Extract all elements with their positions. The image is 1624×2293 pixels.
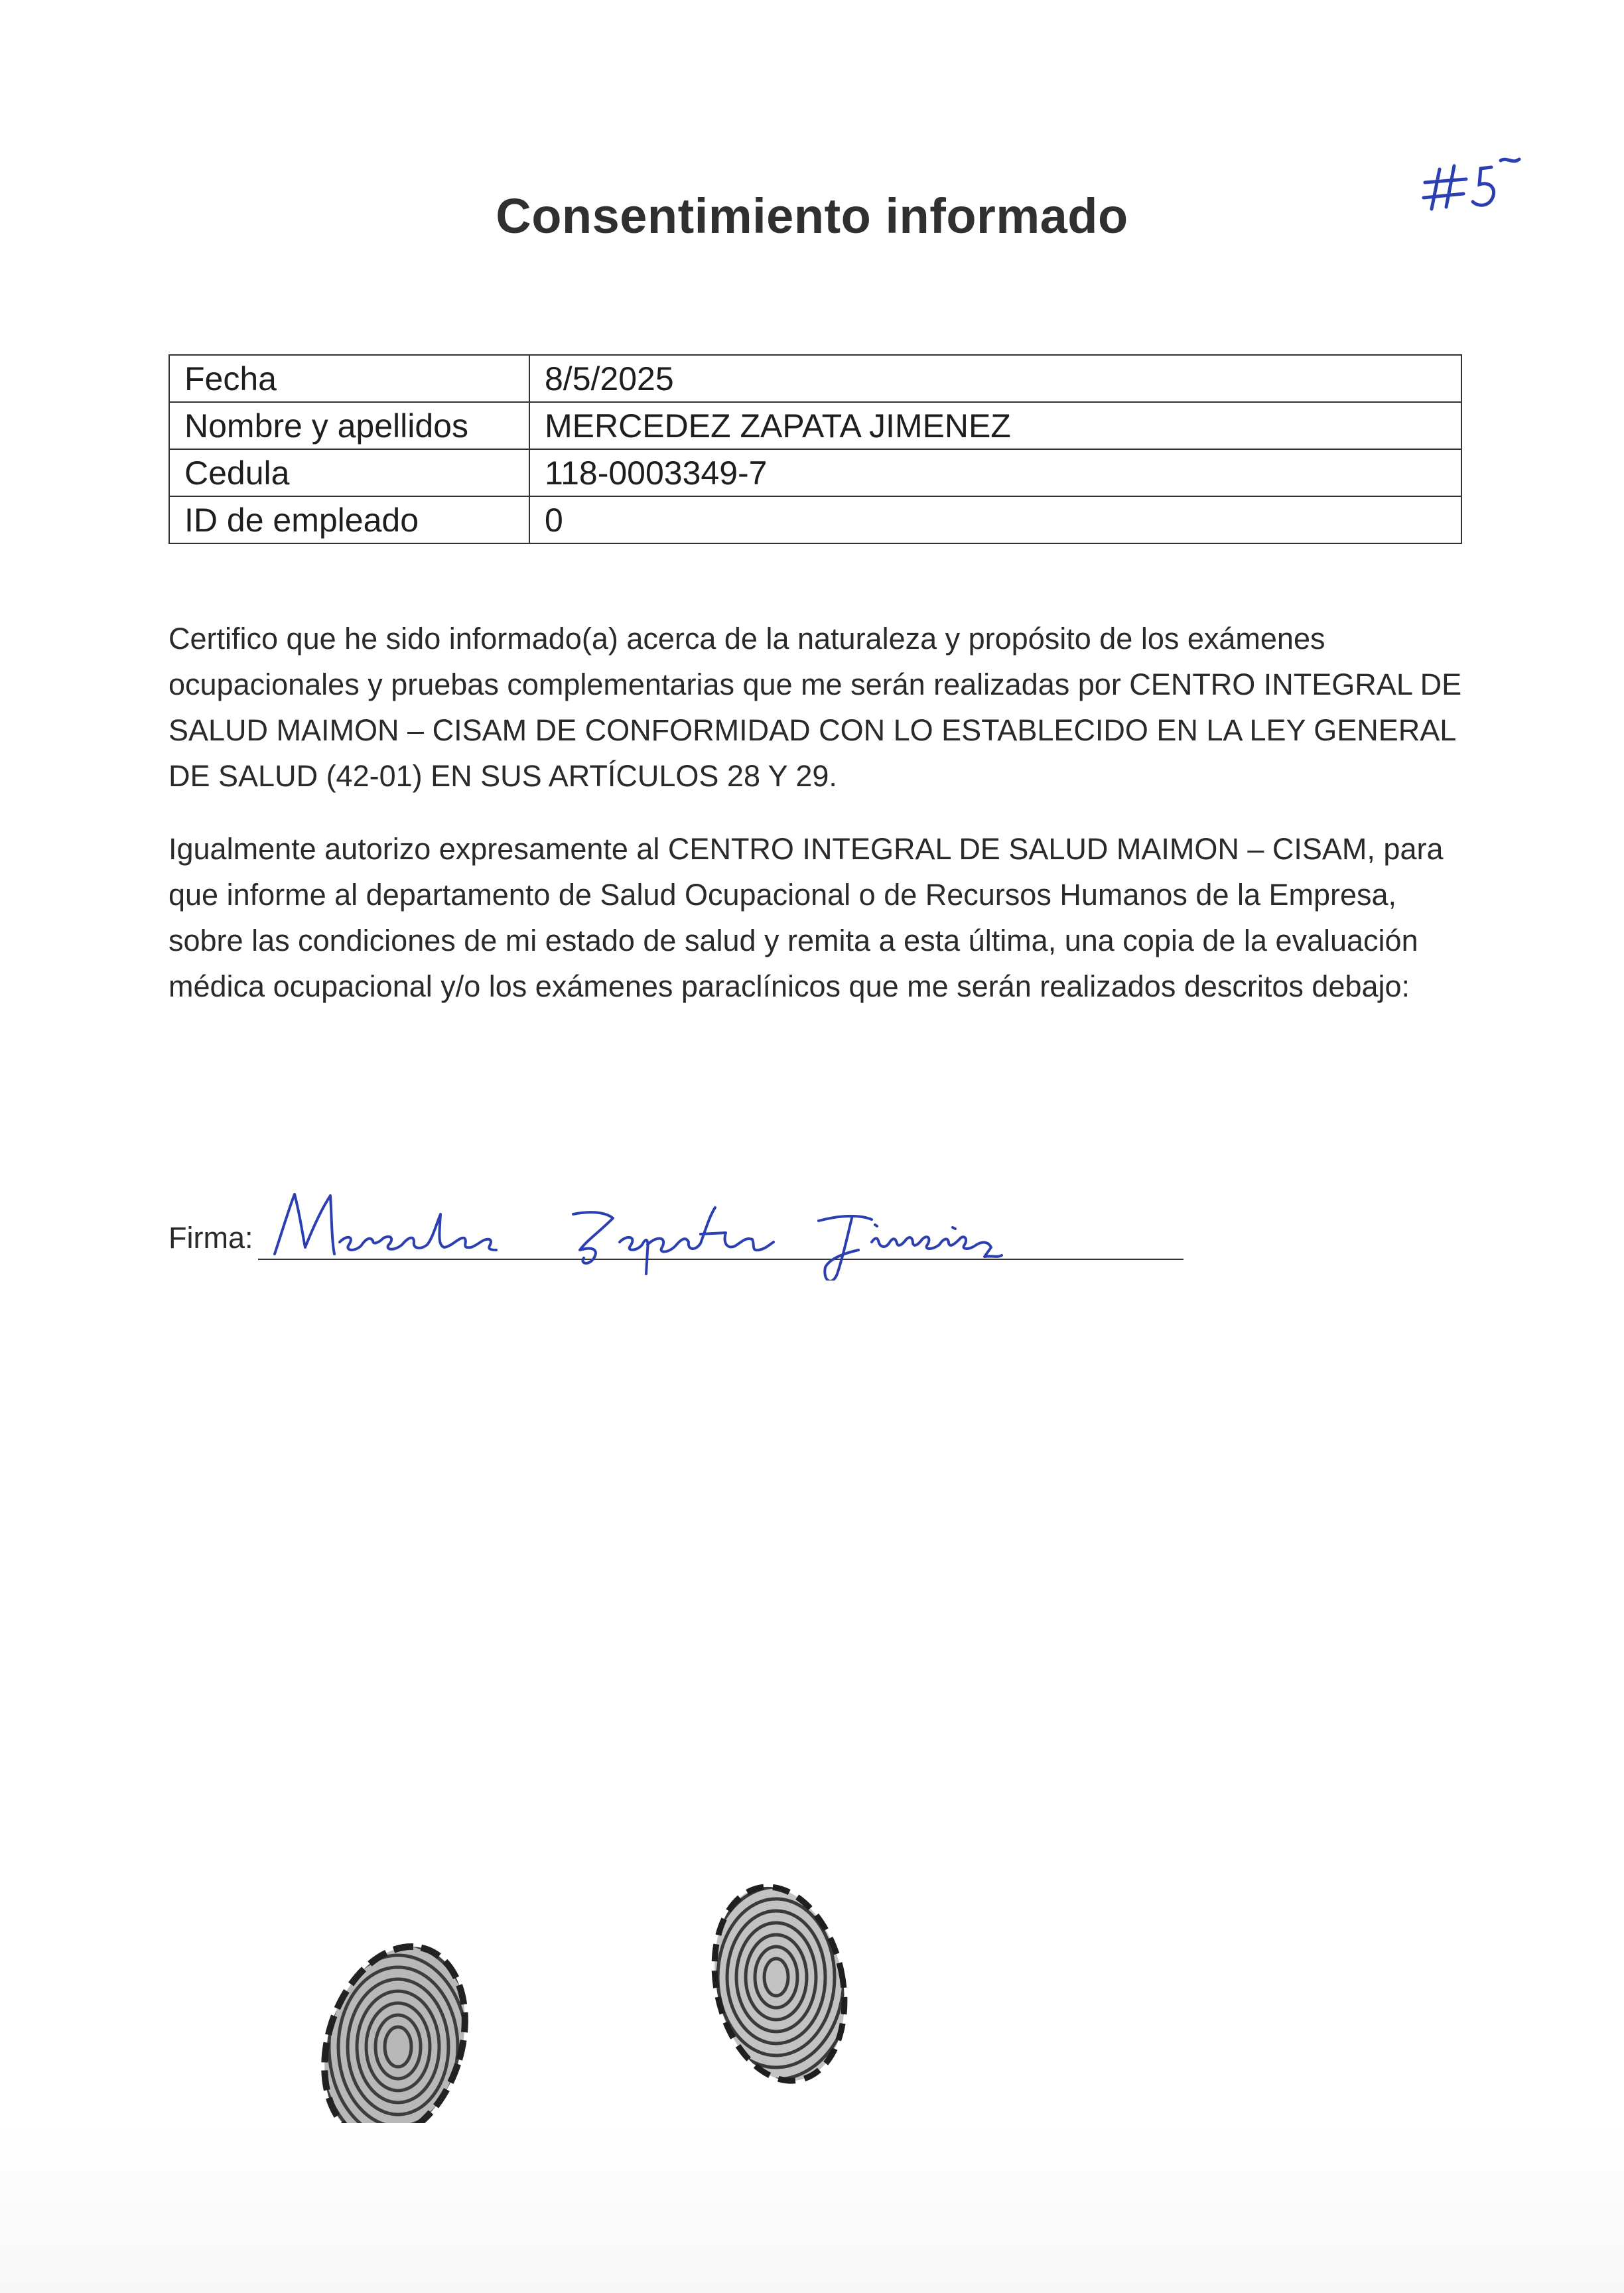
- right-fingerprint: [703, 1878, 856, 2090]
- page-title: Consentimiento informado: [496, 188, 1128, 243]
- cedula-value: 118-0003349-7: [529, 449, 1461, 496]
- table-row: [169, 496, 1461, 543]
- info-table: [169, 354, 1462, 544]
- signature-label: Firma:: [169, 1221, 253, 1255]
- scan-shadow: [0, 2123, 1624, 2293]
- table-row: [169, 355, 1461, 402]
- nombre-value: MERCEDEZ ZAPATA JIMENEZ: [529, 402, 1461, 449]
- table-row: [169, 449, 1461, 496]
- consent-paragraph-1: Certifico que he sido informado(a) acerca de la naturaleza y propósito de los exámenes ocupacionales y pruebas complementarias que me serán realizadas por CENTRO INTEGRAL DE SALUD MAIMON – CISAM DE CONFORMIDAD CON LO ESTABLECIDO EN LA LEY GENERAL DE SALUD (42-01) EN SUS ARTÍCULOS 28 Y 29.: [169, 622, 1462, 793]
- fecha-value: 8/5/2025: [529, 355, 1461, 402]
- signature-row: [169, 1181, 1184, 1281]
- employee-id-value: 0: [529, 496, 1461, 543]
- handwritten-signature: [261, 1181, 1124, 1281]
- employee-id-label: ID de empleado: [169, 496, 529, 543]
- cedula-label: Cedula: [169, 449, 529, 496]
- table-row: [169, 402, 1461, 449]
- consent-paragraph-2: Igualmente autorizo expresamente al CENTRO INTEGRAL DE SALUD MAIMON – CISAM, para que informe al departamento de Salud Ocupacional o de Recursos Humanos de la Empresa, sobre las condiciones de mi estado de salud y remita a esta última, una copia de la evaluación médica ocupacional y/o los exámenes paraclínicos que me serán realizados descritos debajo:: [169, 832, 1444, 1003]
- nombre-label: Nombre y apellidos: [169, 402, 529, 449]
- fecha-label: Fecha: [169, 355, 529, 402]
